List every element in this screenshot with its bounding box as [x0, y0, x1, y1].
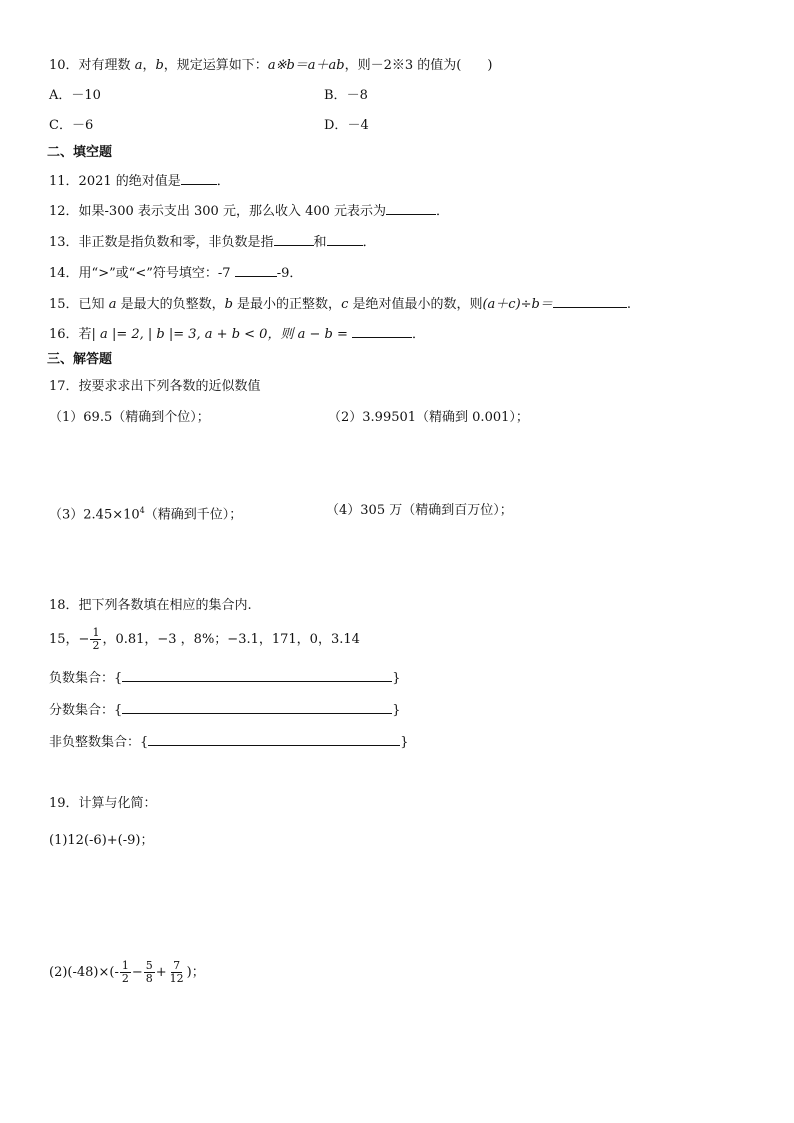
question-10: 10．对有理数 a，b，规定运算如下：a※b＝a＋ab，则－2※3 的值为( )	[49, 58, 493, 73]
section-heading-fill-in: 二、填空题	[47, 145, 113, 160]
set-answer-blank[interactable]	[148, 733, 400, 746]
option-a: A．－10	[49, 88, 101, 103]
answer-blank[interactable]	[553, 295, 627, 308]
fraction: $\frac{5}{8}$	[145, 959, 153, 985]
q17-item-2: （2）3.99501（精确到 0.001）；	[328, 410, 529, 425]
answer-blank[interactable]	[235, 264, 277, 277]
question-18-title: 18．把下列各数填在相应的集合内.	[49, 598, 252, 613]
q17-item-3: $(3)2.45\times 10^4$（精确到千位）；	[49, 506, 243, 523]
question-19-title: 19．计算与化简：	[49, 796, 157, 811]
answer-blank[interactable]	[274, 233, 314, 246]
q19-part-2: (2)(-48)×(- $\frac{1}{2}$ − $\frac{5}{8}$ + $\frac{7}{12}$ )；	[49, 959, 205, 985]
question-14: 14．用“>”或“<”符号填空：-7 -9．	[49, 266, 303, 281]
answer-blank[interactable]	[181, 172, 217, 185]
fraction: $\frac{7}{12}$	[169, 959, 184, 985]
question-17-title: 17．按要求求出下列各数的近似数值	[49, 379, 261, 394]
question-15: 15．已知 a 是最大的负整数，b 是最小的正整数，c 是绝对值最小的数，则(a＋c)÷b＝ .	[49, 297, 632, 312]
option-d: D．－4	[324, 118, 369, 133]
answer-blank[interactable]	[386, 202, 436, 215]
q17-item-4: （4）305 万（精确到百万位）；	[326, 503, 513, 518]
question-11: 11．2021 的绝对值是 ．	[49, 174, 230, 189]
set-negative: 负数集合：{ }	[49, 671, 401, 686]
set-answer-blank[interactable]	[122, 669, 392, 682]
fraction: $\frac{1}{2}$	[92, 626, 100, 652]
set-nonnegative-integer: 非负整数集合：{ }	[49, 735, 409, 750]
section-heading-problems: 三、解答题	[47, 352, 113, 367]
q19-part-1: (1)12(-6)+(-9)；	[49, 833, 154, 848]
q17-item-1: （1）69.5（精确到个位）；	[49, 410, 210, 425]
question-13: 13．非正数是指负数和零，非负数是指 和 ．	[49, 235, 376, 250]
option-c: C．－6	[49, 118, 94, 133]
option-b: B．－8	[324, 88, 368, 103]
set-answer-blank[interactable]	[122, 701, 392, 714]
question-16: 16．若| a |= 2, | b |= 3, a + b < 0，则 a − b = ．	[49, 327, 425, 342]
question-12: 12．如果-300 表示支出 300 元，那么收入 400 元表示为 ．	[49, 204, 450, 219]
answer-blank[interactable]	[327, 233, 363, 246]
set-fraction: 分数集合：{ }	[49, 703, 401, 718]
fraction: $\frac{1}{2}$	[121, 959, 129, 985]
q18-numbers: 15，− $\frac{1}{2}$ ，0.81，−3 ，8%；−3.1，171，0，3.14	[49, 626, 360, 652]
answer-blank[interactable]	[352, 325, 412, 338]
